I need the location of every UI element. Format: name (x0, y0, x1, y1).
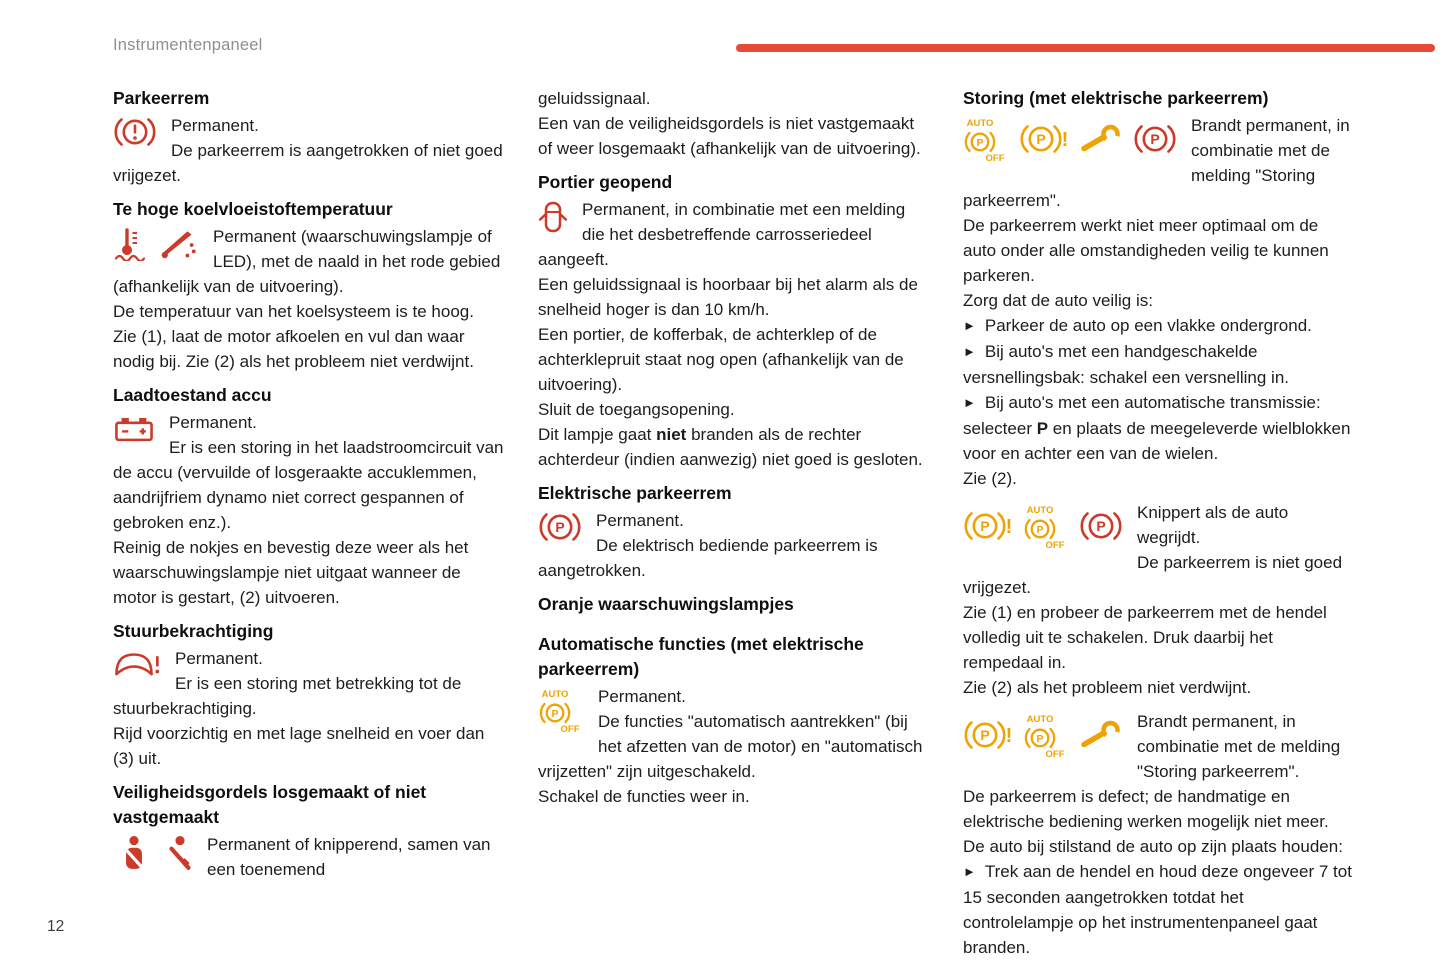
icon-group (121, 835, 193, 871)
power-steering-warning-icon (113, 649, 161, 681)
bullet-icon: ► (963, 395, 976, 410)
section-title-stuurbekrachtiging: Stuurbekrachtiging (113, 621, 274, 641)
subsection-knippert-bij-wegrijden (963, 500, 1355, 700)
section-title-koelvloeistoftemperatuur: Te hoge koelvloeistoftemperatuur (113, 199, 393, 219)
bullet-icon: ► (963, 344, 976, 359)
paragraph: Zorg dat de auto veilig is: (963, 291, 1153, 310)
parking-brake-warning-icon (113, 116, 157, 148)
battery-icon (113, 413, 155, 444)
coolant-temperature-icon (113, 227, 149, 261)
section-automatische-functies (538, 632, 930, 809)
section-title-automatische-functies: Automatische functies (met elektrische parkeerrem) (538, 634, 864, 679)
text-run: Dit lampje gaat (538, 425, 657, 444)
paragraph: Brandt permanent, in combinatie met de melding "Storing parkeerrem". (963, 116, 1350, 210)
paragraph: Schakel de functies weer in. (538, 787, 750, 806)
paragraph: De auto bij stilstand de auto op zijn plaats houden: (963, 837, 1343, 856)
paragraph: Zie (2) als het probleem niet verdwijnt. (963, 678, 1252, 697)
section-title-oranje-waarschuwingslampjes: Oranje waarschuwingslampjes (538, 594, 794, 614)
icon-group (538, 687, 584, 733)
section-elektrische-parkeerrem (538, 481, 930, 583)
parking-brake-fault-icon (963, 510, 1013, 542)
paragraph (538, 422, 930, 472)
icon-group (963, 712, 1123, 758)
text-run: en plaats de meegeleverde wielblokken voor en achter een van de wielen. (963, 419, 1351, 463)
bullet-icon: ► (963, 864, 976, 879)
gauge-needle-icon (159, 227, 199, 261)
text-run: Bij auto's met een automatische transmissie: selecteer (963, 393, 1321, 438)
paragraph: geluidssignaal. (538, 89, 651, 108)
parking-brake-fault-icon (1019, 123, 1069, 155)
icon-group (538, 511, 582, 543)
text-run: Parkeer de auto op een vlakke ondergrond. (984, 316, 1312, 335)
icon-group (963, 503, 1123, 549)
paragraph: Er is een storing in het laadstroomcircuit van de accu (vervuilde of losgeraakte accuklemmen, aandrijfriem dynamo niet correct gespannen of gebroken enz.). (113, 438, 504, 532)
text-run-bold: P (1036, 419, 1049, 438)
paragraph: Brandt permanent, in combinatie met de melding "Storing parkeerrem". (1137, 712, 1341, 781)
section-veiligheidsgordels (113, 780, 505, 882)
paragraph: Permanent, in combinatie met een melding die het desbetreffende carrosseriedeel aangeeft. (538, 200, 906, 269)
paragraph: Knippert als de auto wegrijdt. (1137, 503, 1289, 547)
paragraph: Permanent. (596, 511, 684, 530)
paragraph: Een geluidssignaal is hoorbaar bij het alarm als de snelheid hoger is dan 10 km/h. (538, 275, 918, 319)
paragraph: Rijd voorzichtig en met lage snelheid en voer dan (3) uit. (113, 724, 485, 768)
column-2 (538, 86, 930, 960)
door-open-icon (538, 200, 568, 234)
section-oranje-waarschuwingslampjes (538, 592, 930, 617)
electric-parking-brake-icon (538, 511, 582, 543)
paragraph: Zie (1) en probeer de parkeerrem met de hendel volledig uit te schakelen. Druk daarbij het rempedaal in. (963, 603, 1327, 672)
section-title-elektrische-parkeerrem: Elektrische parkeerrem (538, 483, 732, 503)
section-koelvloeistoftemperatuur (113, 197, 505, 374)
section-portier-geopend (538, 170, 930, 472)
column-3 (963, 86, 1355, 960)
auto-parking-brake-off-icon (538, 687, 584, 733)
paragraph: Permanent. (171, 116, 259, 135)
icon-group (113, 413, 155, 444)
chapter-title: Instrumentenpaneel (113, 36, 263, 54)
paragraph: De functies "automatisch aantrekken" (bij het afzetten van de motor) en "automatisch vrijzetten" zijn uitgeschakeld. (538, 712, 923, 781)
list-item (963, 390, 1355, 466)
icon-group (538, 200, 568, 234)
list-item (963, 859, 1355, 960)
paragraph: De parkeerrem is niet goed vrijgezet. (963, 553, 1343, 597)
text-run: Bij auto's met een handgeschakelde versnellingsbak: schakel een versnelling in. (963, 342, 1290, 387)
section-storing-parkeerrem (963, 86, 1355, 491)
icon-group (113, 227, 199, 261)
paragraph: Een portier, de kofferbak, de achterklep of de achterklepruit staat nog open (afhankelijk van de uitvoering). (538, 325, 904, 394)
section-title-portier-geopend: Portier geopend (538, 172, 673, 192)
icon-group (113, 116, 157, 148)
accent-bar (736, 44, 1435, 52)
paragraph: De parkeerrem is defect; de handmatige en elektrische bediening werken mogelijk niet meer. (963, 787, 1329, 831)
paragraph: Een van de veiligheidsgordels is niet vastgemaakt of weer losgemaakt (afhankelijk van de uitvoering). (538, 114, 921, 158)
section-stuurbekrachtiging (113, 619, 505, 771)
paragraph: De temperatuur van het koelsysteem is te hoog. (113, 302, 474, 321)
section-title-veiligheidsgordels: Veiligheidsgordels losgemaakt of niet vastgemaakt (113, 782, 427, 827)
text-run: branden als de rechter achterdeur (indien aanwezig) niet goed is gesloten. (538, 425, 923, 469)
paragraph: Zie (1), laat de motor afkoelen en vul dan waar nodig bij. Zie (2) als het probleem niet verdwijnt. (113, 327, 474, 371)
paragraph: Permanent. (598, 687, 686, 706)
list-item (963, 339, 1355, 390)
auto-parking-brake-off-icon (963, 116, 1009, 162)
paragraph: Zie (2). (963, 469, 1017, 488)
paragraph: Er is een storing met betrekking tot de stuurbekrachtiging. (113, 674, 462, 718)
paragraph: De elektrisch bediende parkeerrem is aangetrokken. (538, 536, 878, 580)
driver-seatbelt-icon (121, 835, 147, 871)
icon-group (963, 116, 1177, 162)
text-run: Trek aan de hendel en houd deze ongeveer 7 tot 15 seconden aangetrokken totdat het controlelampje op het instrumentenpaneel gaat branden. (963, 862, 1352, 957)
section-title-laadtoestand-accu: Laadtoestand accu (113, 385, 272, 405)
paragraph: De parkeerrem is aangetrokken of niet goed vrijgezet. (113, 141, 503, 185)
section-title-parkeerrem: Parkeerrem (113, 88, 210, 108)
subsection-parkeerrem-defect (963, 709, 1355, 960)
auto-parking-brake-off-icon (1023, 503, 1069, 549)
list-item (963, 313, 1355, 339)
auto-parking-brake-off-icon (1023, 712, 1069, 758)
wrench-icon (1079, 720, 1123, 750)
electric-parking-brake-icon (1133, 123, 1177, 155)
paragraph: Reinig de nokjes en bevestig deze weer als het waarschuwingslampje niet uitgaat wanneer de motor is gestart, (2) uitvoeren. (113, 538, 469, 607)
paragraph: Permanent of knipperend, samen van een toenemend (207, 835, 491, 879)
paragraph: De parkeerrem werkt niet meer optimaal om de auto onder alle omstandigheden veilig te kunnen parkeren. (963, 216, 1329, 285)
wrench-icon (1079, 124, 1123, 154)
passenger-seatbelt-icon (167, 835, 193, 871)
page-content (113, 86, 1355, 960)
section-title-storing-parkeerrem: Storing (met elektrische parkeerrem) (963, 88, 1269, 108)
section-veiligheidsgordels-vervolg (538, 86, 930, 161)
page-number: 12 (47, 918, 65, 935)
paragraph: Sluit de toegangsopening. (538, 400, 735, 419)
electric-parking-brake-icon (1079, 510, 1123, 542)
paragraph: Permanent (waarschuwingslampje of LED), met de naald in het rode gebied (afhankelijk van de uitvoering). (113, 227, 501, 296)
icon-group (113, 649, 161, 681)
text-run-bold: niet (656, 425, 687, 444)
section-parkeerrem (113, 86, 505, 188)
paragraph: Permanent. (169, 413, 257, 432)
parking-brake-fault-icon (963, 719, 1013, 751)
section-laadtoestand-accu (113, 383, 505, 610)
bullet-icon: ► (963, 318, 976, 333)
paragraph: Permanent. (175, 649, 263, 668)
column-1 (113, 86, 505, 960)
